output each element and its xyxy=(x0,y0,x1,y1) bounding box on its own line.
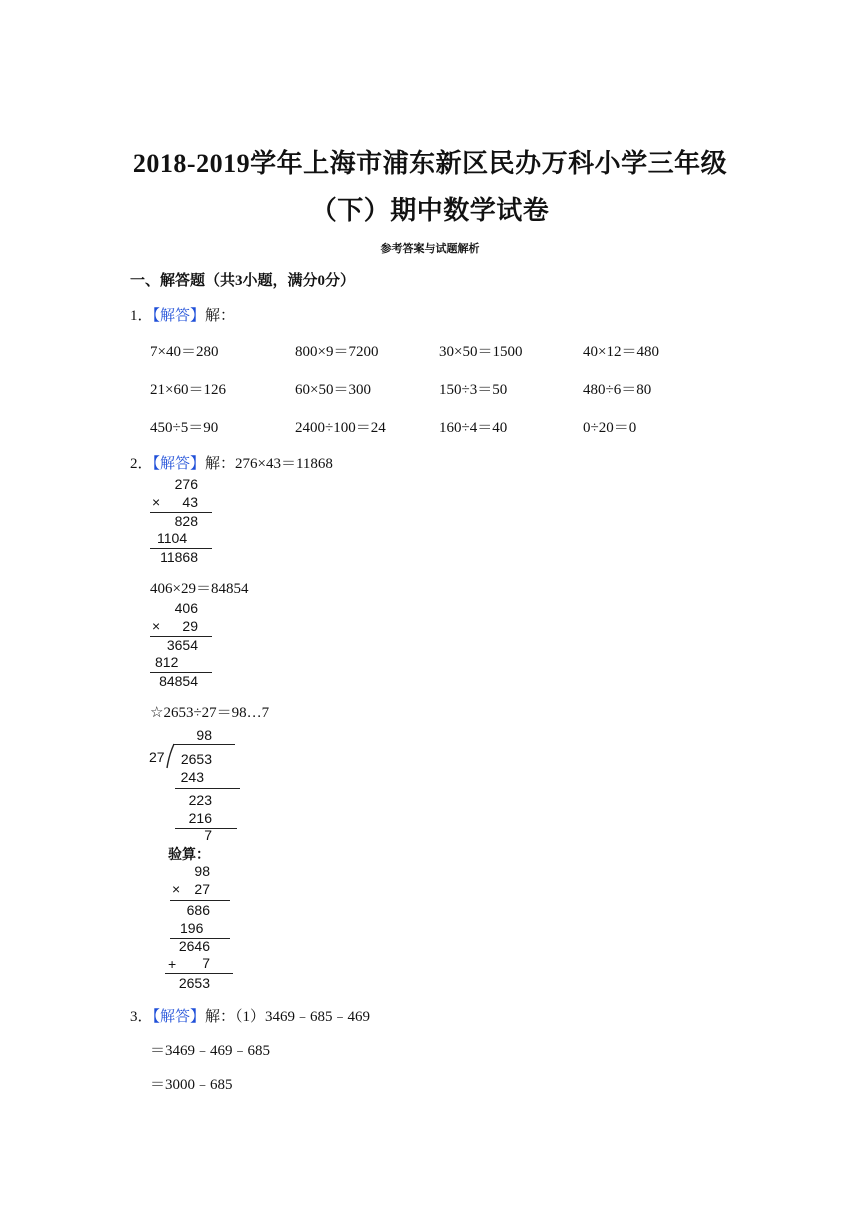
document-subtitle: 参考答案与试题解析 xyxy=(380,243,480,255)
plus-sign: + xyxy=(168,956,177,972)
answer-tag: 【解答】 xyxy=(152,456,206,472)
q1-cell: 30×50＝1500 xyxy=(439,344,523,360)
equation-2: 406×29＝84854 xyxy=(150,581,249,597)
q1-cell: 2400÷100＝24 xyxy=(295,420,386,436)
division-subtract-2: 216 xyxy=(188,810,212,826)
division-dividend: 2653 xyxy=(180,751,212,767)
question-number: 2． xyxy=(130,456,153,472)
equation-3: ☆2653÷27＝98…7 xyxy=(150,705,270,721)
q1-cell: 160÷4＝40 xyxy=(439,420,508,436)
answer-lead: 解：（1）3469﹣685﹣469 xyxy=(205,1009,371,1025)
calc2-result: 84854 xyxy=(159,673,198,689)
q1-cell: 7×40＝280 xyxy=(150,344,219,360)
q1-cell: 450÷5＝90 xyxy=(150,420,219,436)
calc2-multiplicand: 406 xyxy=(174,600,198,616)
multiply-sign: × xyxy=(172,881,181,897)
check-partial-1: 686 xyxy=(186,902,210,918)
check-multiplier: 27 xyxy=(194,881,210,897)
question-3-header xyxy=(130,1005,370,1026)
q1-cell: 800×9＝7200 xyxy=(295,344,379,360)
answer-lead: 解： xyxy=(205,308,236,324)
calc-rule xyxy=(170,900,230,901)
answer-lead: 解：276×43＝11868 xyxy=(205,456,333,472)
division-remainder: 7 xyxy=(204,827,212,843)
calc-rule xyxy=(165,973,233,974)
q1-cell: 150÷3＝50 xyxy=(439,382,508,398)
q1-cell: 0÷20＝0 xyxy=(583,420,637,436)
q1-cell: 480÷6＝80 xyxy=(583,382,652,398)
multiply-sign: × xyxy=(152,494,161,510)
check-sum: 2646 xyxy=(178,938,210,954)
q3-step-2: ＝3000﹣685 xyxy=(150,1077,233,1093)
calc1-result: 11868 xyxy=(160,549,198,565)
check-result: 2653 xyxy=(178,975,210,991)
q1-cell: 21×60＝126 xyxy=(150,382,226,398)
division-quotient: 98 xyxy=(196,727,212,743)
calc-rule xyxy=(175,788,240,789)
division-remainder-1: 223 xyxy=(188,792,212,808)
division-bar xyxy=(173,744,235,745)
answer-tag: 【解答】 xyxy=(152,1009,206,1025)
division-divisor: 27 xyxy=(149,749,165,765)
check-label: 验算： xyxy=(168,846,210,862)
check-partial-2: 196 xyxy=(180,920,204,936)
answer-tag: 【解答】 xyxy=(152,308,206,324)
calc2-multiplier: 29 xyxy=(182,618,198,634)
calc1-multiplier: 43 xyxy=(182,494,198,510)
calc1-partial-1: 828 xyxy=(174,513,198,529)
question-number: 3． xyxy=(130,1009,153,1025)
question-number: 1． xyxy=(130,308,153,324)
question-2-header xyxy=(130,452,333,473)
check-addend: 7 xyxy=(202,955,210,971)
q3-step-1: ＝3469﹣469﹣685 xyxy=(150,1043,271,1059)
document-title-line2: （下）期中数学试卷 xyxy=(310,196,550,225)
section-heading: 一、解答题（共3小题，满分0分） xyxy=(130,273,356,289)
q1-cell: 60×50＝300 xyxy=(295,382,371,398)
check-multiplicand: 98 xyxy=(194,863,210,879)
calc2-partial-2: 812 xyxy=(155,654,179,670)
calc1-partial-2: 1104 xyxy=(157,530,188,546)
division-subtract-1: 243 xyxy=(180,769,204,785)
calc2-partial-1: 3654 xyxy=(166,637,198,653)
q1-cell: 40×12＝480 xyxy=(583,344,659,360)
question-1-header xyxy=(130,304,235,325)
multiply-sign: × xyxy=(152,618,161,634)
calc1-multiplicand: 276 xyxy=(174,476,198,492)
document-title-line1: 2018-2019学年上海市浦东新区民办万科小学三年级 xyxy=(132,149,728,178)
